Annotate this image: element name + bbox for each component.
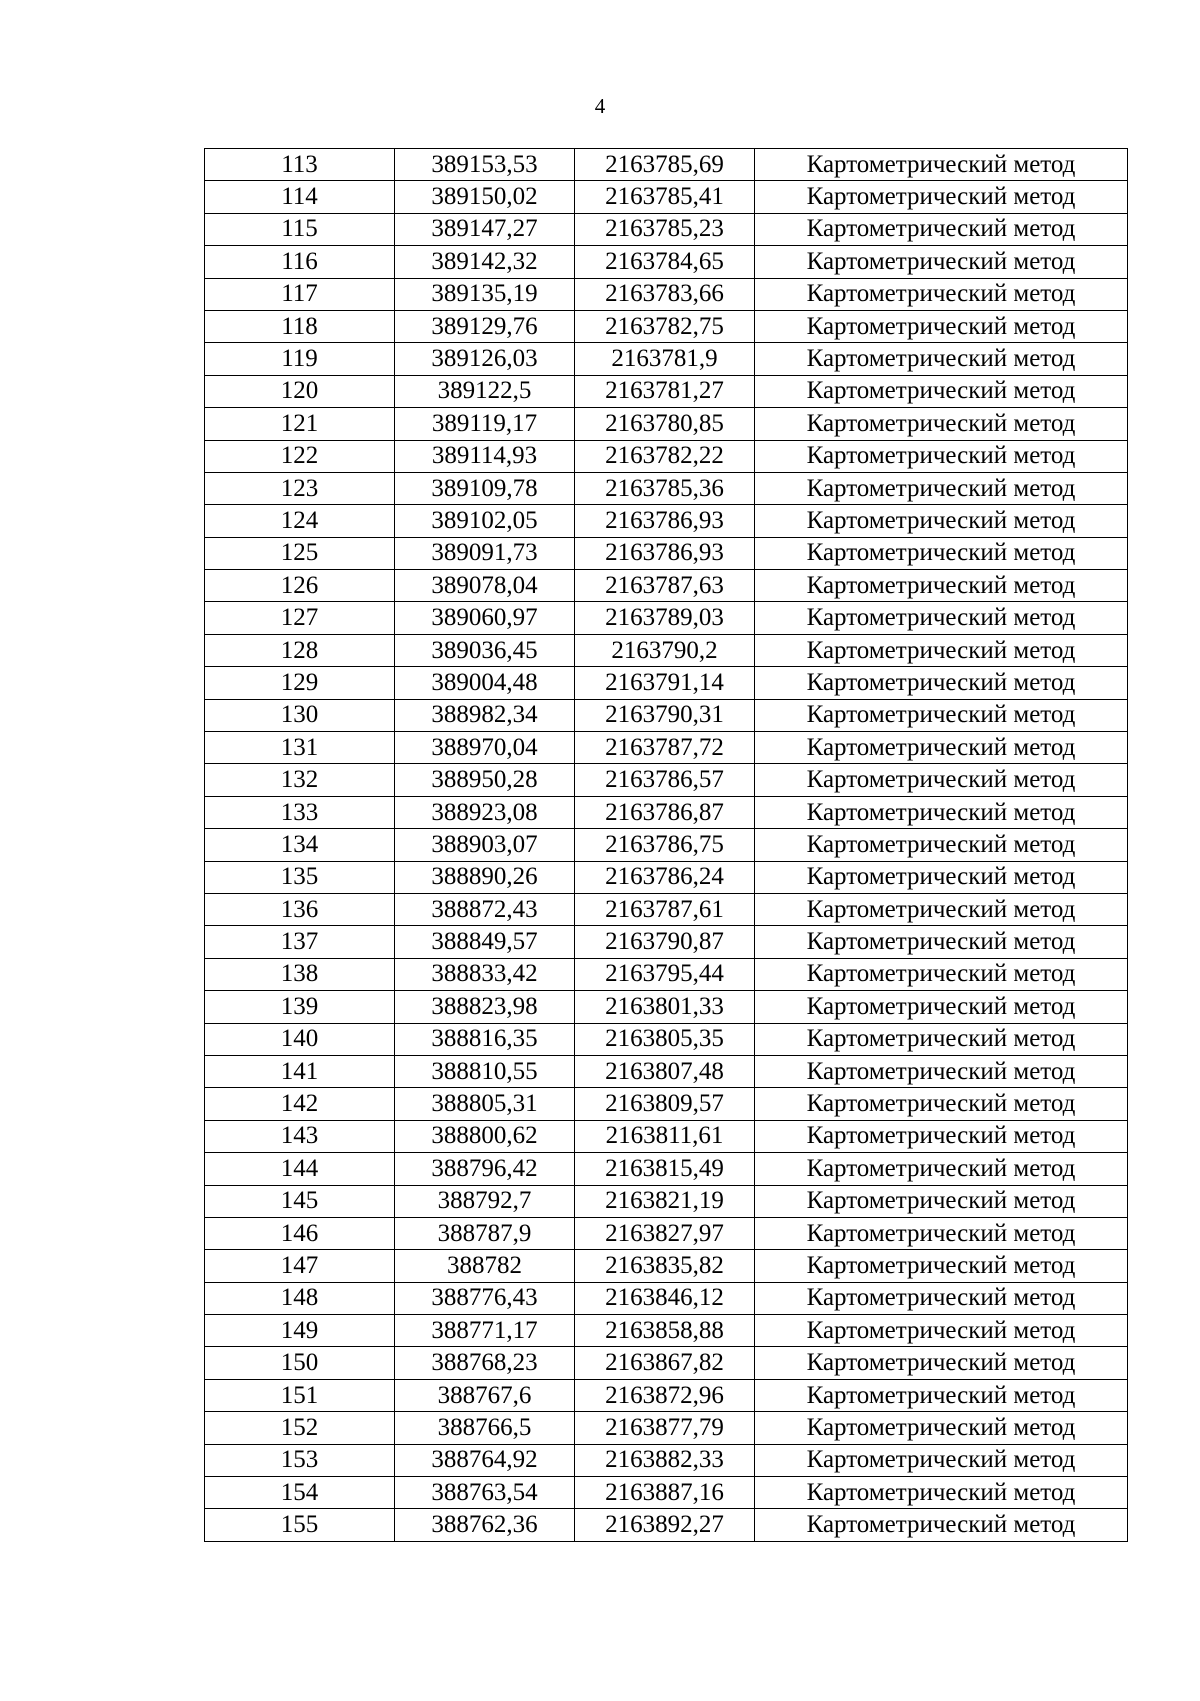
- point-number-cell: 118: [205, 310, 395, 342]
- x-coordinate-cell: 388923,08: [395, 796, 575, 828]
- y-coordinate-cell: 2163815,49: [575, 1153, 755, 1185]
- method-cell: Картометрический метод: [755, 537, 1128, 569]
- table-row: [205, 213, 1128, 245]
- table-row: [205, 408, 1128, 440]
- point-number-cell: 150: [205, 1347, 395, 1379]
- method-cell: Картометрический метод: [755, 796, 1128, 828]
- point-number-cell: 137: [205, 926, 395, 958]
- table-row: [205, 1412, 1128, 1444]
- y-coordinate-cell: 2163785,41: [575, 181, 755, 213]
- x-coordinate-cell: 388849,57: [395, 926, 575, 958]
- y-coordinate-cell: 2163782,75: [575, 310, 755, 342]
- method-cell: Картометрический метод: [755, 408, 1128, 440]
- method-cell: Картометрический метод: [755, 505, 1128, 537]
- method-cell: Картометрический метод: [755, 343, 1128, 375]
- table-row: [205, 1153, 1128, 1185]
- table-row: [205, 278, 1128, 310]
- point-number-cell: 126: [205, 570, 395, 602]
- point-number-cell: 148: [205, 1282, 395, 1314]
- method-cell: Картометрический метод: [755, 1250, 1128, 1282]
- x-coordinate-cell: 389036,45: [395, 634, 575, 666]
- method-cell: Картометрический метод: [755, 861, 1128, 893]
- y-coordinate-cell: 2163835,82: [575, 1250, 755, 1282]
- x-coordinate-cell: 388764,92: [395, 1444, 575, 1476]
- method-cell: Картометрический метод: [755, 1477, 1128, 1509]
- x-coordinate-cell: 388796,42: [395, 1153, 575, 1185]
- table-row: [205, 1120, 1128, 1152]
- method-cell: Картометрический метод: [755, 926, 1128, 958]
- x-coordinate-cell: 388792,7: [395, 1185, 575, 1217]
- method-cell: Картометрический метод: [755, 181, 1128, 213]
- x-coordinate-cell: 388950,28: [395, 764, 575, 796]
- table-row: [205, 829, 1128, 861]
- y-coordinate-cell: 2163787,63: [575, 570, 755, 602]
- point-number-cell: 114: [205, 181, 395, 213]
- table-row: [205, 602, 1128, 634]
- method-cell: Картометрический метод: [755, 991, 1128, 1023]
- x-coordinate-cell: 388903,07: [395, 829, 575, 861]
- x-coordinate-cell: 388890,26: [395, 861, 575, 893]
- table-row: [205, 1315, 1128, 1347]
- method-cell: Картометрический метод: [755, 1509, 1128, 1541]
- x-coordinate-cell: 388982,34: [395, 699, 575, 731]
- point-number-cell: 154: [205, 1477, 395, 1509]
- y-coordinate-cell: 2163784,65: [575, 246, 755, 278]
- point-number-cell: 125: [205, 537, 395, 569]
- point-number-cell: 131: [205, 732, 395, 764]
- x-coordinate-cell: 388771,17: [395, 1315, 575, 1347]
- y-coordinate-cell: 2163790,31: [575, 699, 755, 731]
- x-coordinate-cell: 388767,6: [395, 1379, 575, 1411]
- x-coordinate-cell: 388970,04: [395, 732, 575, 764]
- table-row: [205, 1088, 1128, 1120]
- point-number-cell: 136: [205, 893, 395, 925]
- table-row: [205, 310, 1128, 342]
- table-row: [205, 343, 1128, 375]
- table-row: [205, 732, 1128, 764]
- table-row: [205, 246, 1128, 278]
- x-coordinate-cell: 388833,42: [395, 958, 575, 990]
- y-coordinate-cell: 2163801,33: [575, 991, 755, 1023]
- table-row: [205, 1217, 1128, 1249]
- y-coordinate-cell: 2163887,16: [575, 1477, 755, 1509]
- coordinates-table-body: [205, 149, 1128, 1542]
- y-coordinate-cell: 2163786,87: [575, 796, 755, 828]
- y-coordinate-cell: 2163867,82: [575, 1347, 755, 1379]
- point-number-cell: 140: [205, 1023, 395, 1055]
- y-coordinate-cell: 2163790,2: [575, 634, 755, 666]
- method-cell: Картометрический метод: [755, 278, 1128, 310]
- point-number-cell: 134: [205, 829, 395, 861]
- table-row: [205, 796, 1128, 828]
- point-number-cell: 151: [205, 1379, 395, 1411]
- x-coordinate-cell: 388768,23: [395, 1347, 575, 1379]
- method-cell: Картометрический метод: [755, 1185, 1128, 1217]
- x-coordinate-cell: 389129,76: [395, 310, 575, 342]
- method-cell: Картометрический метод: [755, 1444, 1128, 1476]
- method-cell: Картометрический метод: [755, 149, 1128, 181]
- table-row: [205, 149, 1128, 181]
- table-row: [205, 375, 1128, 407]
- point-number-cell: 116: [205, 246, 395, 278]
- table-row: [205, 861, 1128, 893]
- x-coordinate-cell: 389060,97: [395, 602, 575, 634]
- table-row: [205, 1055, 1128, 1087]
- table-row: [205, 440, 1128, 472]
- y-coordinate-cell: 2163807,48: [575, 1055, 755, 1087]
- x-coordinate-cell: 388823,98: [395, 991, 575, 1023]
- y-coordinate-cell: 2163892,27: [575, 1509, 755, 1541]
- point-number-cell: 120: [205, 375, 395, 407]
- point-number-cell: 133: [205, 796, 395, 828]
- x-coordinate-cell: 388762,36: [395, 1509, 575, 1541]
- point-number-cell: 139: [205, 991, 395, 1023]
- y-coordinate-cell: 2163781,27: [575, 375, 755, 407]
- y-coordinate-cell: 2163809,57: [575, 1088, 755, 1120]
- method-cell: Картометрический метод: [755, 310, 1128, 342]
- x-coordinate-cell: 389135,19: [395, 278, 575, 310]
- method-cell: Картометрический метод: [755, 1379, 1128, 1411]
- table-row: [205, 570, 1128, 602]
- table-row: [205, 1023, 1128, 1055]
- point-number-cell: 130: [205, 699, 395, 731]
- point-number-cell: 132: [205, 764, 395, 796]
- y-coordinate-cell: 2163786,93: [575, 537, 755, 569]
- page-number: 4: [594, 94, 606, 118]
- method-cell: Картометрический метод: [755, 1347, 1128, 1379]
- method-cell: Картометрический метод: [755, 1282, 1128, 1314]
- x-coordinate-cell: 389122,5: [395, 375, 575, 407]
- x-coordinate-cell: 389109,78: [395, 472, 575, 504]
- method-cell: Картометрический метод: [755, 570, 1128, 602]
- point-number-cell: 127: [205, 602, 395, 634]
- method-cell: Картометрический метод: [755, 634, 1128, 666]
- method-cell: Картометрический метод: [755, 958, 1128, 990]
- method-cell: Картометрический метод: [755, 440, 1128, 472]
- method-cell: Картометрический метод: [755, 732, 1128, 764]
- x-coordinate-cell: 388800,62: [395, 1120, 575, 1152]
- table-row: [205, 764, 1128, 796]
- x-coordinate-cell: 388782: [395, 1250, 575, 1282]
- x-coordinate-cell: 389119,17: [395, 408, 575, 440]
- x-coordinate-cell: 388872,43: [395, 893, 575, 925]
- y-coordinate-cell: 2163789,03: [575, 602, 755, 634]
- x-coordinate-cell: 389126,03: [395, 343, 575, 375]
- x-coordinate-cell: 389102,05: [395, 505, 575, 537]
- method-cell: Картометрический метод: [755, 1217, 1128, 1249]
- y-coordinate-cell: 2163795,44: [575, 958, 755, 990]
- method-cell: Картометрический метод: [755, 1412, 1128, 1444]
- x-coordinate-cell: 388810,55: [395, 1055, 575, 1087]
- y-coordinate-cell: 2163786,24: [575, 861, 755, 893]
- table-row: [205, 1477, 1128, 1509]
- point-number-cell: 144: [205, 1153, 395, 1185]
- x-coordinate-cell: 389150,02: [395, 181, 575, 213]
- table-row: [205, 537, 1128, 569]
- method-cell: Картометрический метод: [755, 1088, 1128, 1120]
- x-coordinate-cell: 389004,48: [395, 667, 575, 699]
- y-coordinate-cell: 2163786,93: [575, 505, 755, 537]
- point-number-cell: 113: [205, 149, 395, 181]
- x-coordinate-cell: 388787,9: [395, 1217, 575, 1249]
- point-number-cell: 129: [205, 667, 395, 699]
- x-coordinate-cell: 389114,93: [395, 440, 575, 472]
- point-number-cell: 122: [205, 440, 395, 472]
- table-row: [205, 472, 1128, 504]
- method-cell: Картометрический метод: [755, 1120, 1128, 1152]
- method-cell: Картометрический метод: [755, 602, 1128, 634]
- table-row: [205, 1282, 1128, 1314]
- point-number-cell: 149: [205, 1315, 395, 1347]
- y-coordinate-cell: 2163872,96: [575, 1379, 755, 1411]
- x-coordinate-cell: 388766,5: [395, 1412, 575, 1444]
- table-row: [205, 1379, 1128, 1411]
- method-cell: Картометрический метод: [755, 1023, 1128, 1055]
- y-coordinate-cell: 2163805,35: [575, 1023, 755, 1055]
- y-coordinate-cell: 2163781,9: [575, 343, 755, 375]
- table-row: [205, 667, 1128, 699]
- method-cell: Картометрический метод: [755, 1153, 1128, 1185]
- table-row: [205, 926, 1128, 958]
- x-coordinate-cell: 389147,27: [395, 213, 575, 245]
- table-row: [205, 1509, 1128, 1541]
- x-coordinate-cell: 388816,35: [395, 1023, 575, 1055]
- table-row: [205, 893, 1128, 925]
- table-row: [205, 634, 1128, 666]
- y-coordinate-cell: 2163790,87: [575, 926, 755, 958]
- y-coordinate-cell: 2163858,88: [575, 1315, 755, 1347]
- point-number-cell: 117: [205, 278, 395, 310]
- method-cell: Картометрический метод: [755, 213, 1128, 245]
- point-number-cell: 128: [205, 634, 395, 666]
- x-coordinate-cell: 389153,53: [395, 149, 575, 181]
- coordinates-table: [204, 148, 1128, 1542]
- y-coordinate-cell: 2163782,22: [575, 440, 755, 472]
- x-coordinate-cell: 388805,31: [395, 1088, 575, 1120]
- y-coordinate-cell: 2163787,72: [575, 732, 755, 764]
- y-coordinate-cell: 2163787,61: [575, 893, 755, 925]
- method-cell: Картометрический метод: [755, 829, 1128, 861]
- point-number-cell: 138: [205, 958, 395, 990]
- method-cell: Картометрический метод: [755, 1315, 1128, 1347]
- method-cell: Картометрический метод: [755, 699, 1128, 731]
- table-row: [205, 1347, 1128, 1379]
- point-number-cell: 143: [205, 1120, 395, 1152]
- method-cell: Картометрический метод: [755, 375, 1128, 407]
- x-coordinate-cell: 388776,43: [395, 1282, 575, 1314]
- y-coordinate-cell: 2163791,14: [575, 667, 755, 699]
- x-coordinate-cell: 389142,32: [395, 246, 575, 278]
- point-number-cell: 145: [205, 1185, 395, 1217]
- y-coordinate-cell: 2163786,75: [575, 829, 755, 861]
- method-cell: Картометрический метод: [755, 667, 1128, 699]
- y-coordinate-cell: 2163827,97: [575, 1217, 755, 1249]
- point-number-cell: 135: [205, 861, 395, 893]
- table-row: [205, 1185, 1128, 1217]
- point-number-cell: 146: [205, 1217, 395, 1249]
- point-number-cell: 152: [205, 1412, 395, 1444]
- y-coordinate-cell: 2163785,69: [575, 149, 755, 181]
- y-coordinate-cell: 2163877,79: [575, 1412, 755, 1444]
- point-number-cell: 115: [205, 213, 395, 245]
- point-number-cell: 124: [205, 505, 395, 537]
- table-row: [205, 991, 1128, 1023]
- y-coordinate-cell: 2163786,57: [575, 764, 755, 796]
- y-coordinate-cell: 2163821,19: [575, 1185, 755, 1217]
- point-number-cell: 121: [205, 408, 395, 440]
- y-coordinate-cell: 2163783,66: [575, 278, 755, 310]
- table-row: [205, 699, 1128, 731]
- y-coordinate-cell: 2163846,12: [575, 1282, 755, 1314]
- method-cell: Картометрический метод: [755, 472, 1128, 504]
- point-number-cell: 123: [205, 472, 395, 504]
- y-coordinate-cell: 2163785,23: [575, 213, 755, 245]
- table-row: [205, 1250, 1128, 1282]
- point-number-cell: 153: [205, 1444, 395, 1476]
- table-row: [205, 505, 1128, 537]
- method-cell: Картометрический метод: [755, 893, 1128, 925]
- x-coordinate-cell: 389078,04: [395, 570, 575, 602]
- point-number-cell: 141: [205, 1055, 395, 1087]
- point-number-cell: 142: [205, 1088, 395, 1120]
- point-number-cell: 155: [205, 1509, 395, 1541]
- y-coordinate-cell: 2163780,85: [575, 408, 755, 440]
- y-coordinate-cell: 2163811,61: [575, 1120, 755, 1152]
- method-cell: Картометрический метод: [755, 1055, 1128, 1087]
- table-row: [205, 1444, 1128, 1476]
- table-row: [205, 958, 1128, 990]
- y-coordinate-cell: 2163785,36: [575, 472, 755, 504]
- point-number-cell: 147: [205, 1250, 395, 1282]
- x-coordinate-cell: 388763,54: [395, 1477, 575, 1509]
- method-cell: Картометрический метод: [755, 764, 1128, 796]
- x-coordinate-cell: 389091,73: [395, 537, 575, 569]
- y-coordinate-cell: 2163882,33: [575, 1444, 755, 1476]
- table-row: [205, 181, 1128, 213]
- point-number-cell: 119: [205, 343, 395, 375]
- method-cell: Картометрический метод: [755, 246, 1128, 278]
